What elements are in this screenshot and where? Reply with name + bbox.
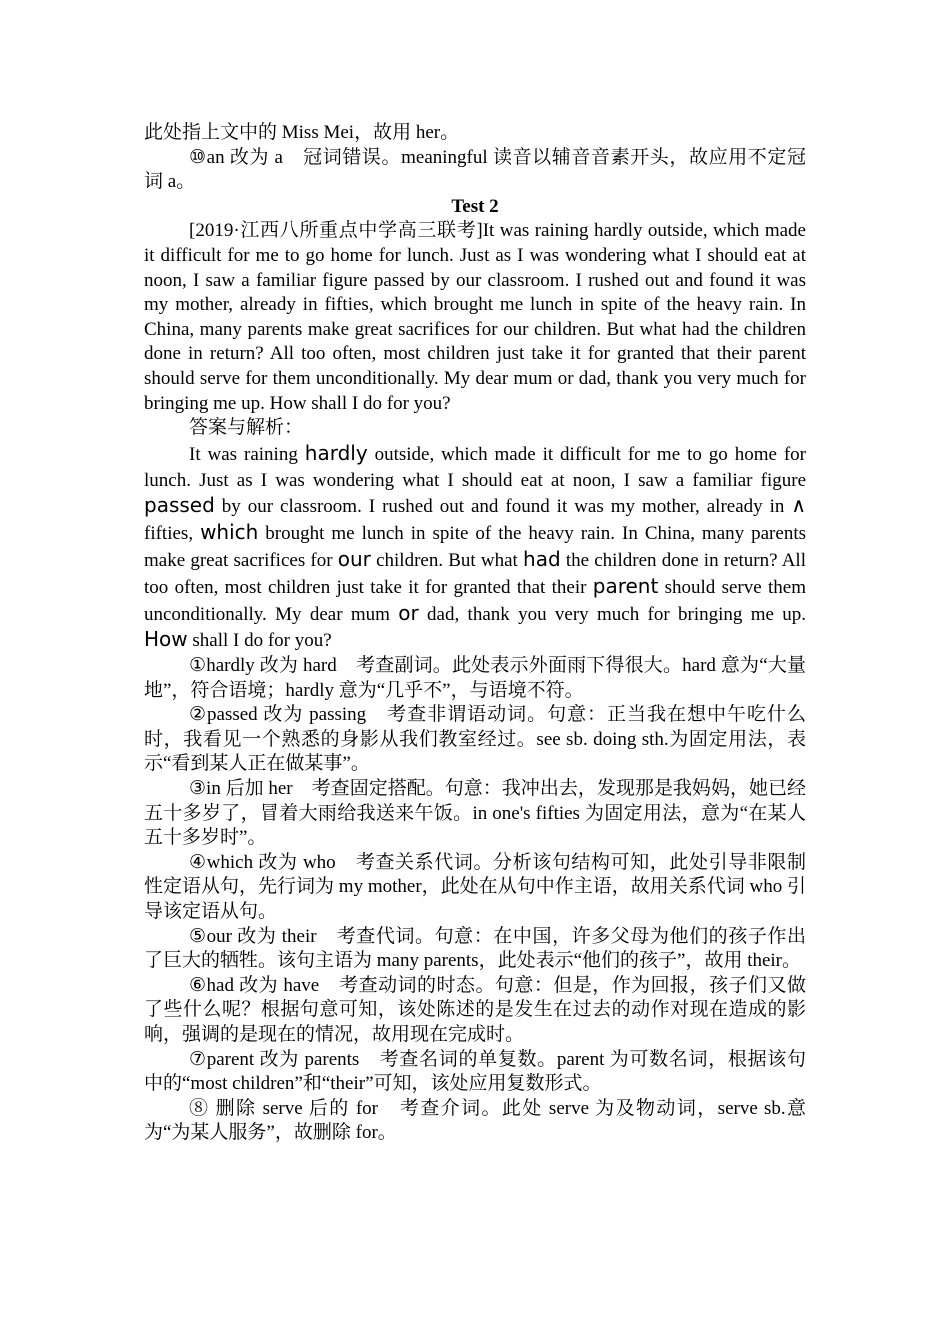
text-segment: should serve them unconditionally. My dear mum [144,576,806,625]
explanation-8: ⑧ 删除 serve 后的 for 考查介词。此处 serve 为及物动词，serve sb.意为“为某人服务”，故删除 for。 [144,1097,806,1144]
text-segment: children. But what [370,549,524,571]
explanation-10: ⑩an 改为 a 冠词错误。meaningful 读音以辅音音素开头，故应用不定冠词 a。 [144,146,806,193]
text-segment: the children done in return? All too often, most children just take it for granted that their [144,549,806,598]
text-segment: fifties, [144,523,201,545]
correction-mark-5: our [337,546,371,571]
correction-mark-4: which [200,520,259,545]
answer-heading: 答案与解析： [189,417,304,439]
text-segment: brought me lunch in spite of the heavy rain. In China, many parents make great sacrifices for [144,523,806,571]
text-segment: by our classroom. I rushed out and found it was my mother, already in [214,496,792,518]
explanation-3: ③in 后加 her 考查固定搭配。句意：我冲出去，发现那是我妈妈，她已经五十多岁了，冒着大雨给我送来午饭。in one's fifties 为固定用法，意为“在某人五十多岁时”。 [144,778,806,849]
text-segment: outside, which made it difficult for me to go home for lunch. Just as I was wondering what I should eat at noon, I saw a familiar figure [144,443,806,491]
test-passage [144,219,806,416]
text-segment: It was raining [189,443,305,465]
corrected-passage [144,441,806,654]
previous-explanation-tail: 此处指上文中的 Miss Mei，故用 her。 [144,122,460,143]
correction-mark-3: ∧ [791,493,806,518]
explanation-1: ①hardly 改为 hard 考查副词。此处表示外面雨下得很大。hard 意为“大量地”，符合语境；hardly 意为“几乎不”，与语境不符。 [144,655,806,701]
passage-text: It was raining hardly outside, which made it difficult for me to go home for lunch. Just as I was wondering what I should eat at noon, I saw a familiar figure passed by our classroom. I rushed out and found it was my mother, already in fifties, which brought me lunch in spite of the heavy rain. In China, many parents make great sacrifices for our children. But what had the children done in return? All too often, most children just take it for granted that their parent should serve for them unconditionally. My dear mum or dad, thank you very much for bringing me up. How shall I do for you? [144,220,806,414]
correction-mark-8: or [398,600,419,625]
text-segment: dad, thank you very much for bringing me up. [418,603,807,625]
correction-mark-6: had [523,546,561,571]
explanation-5: ⑤our 改为 their 考查代词。句意：在中国，许多父母为他们的孩子作出了巨大的牺牲。该句主语为 many parents，此处表示“他们的孩子”，故用 their。 [144,925,806,972]
explanation-6: ⑥had 改为 have 考查动词的时态。句意：但是，作为回报，孩子们又做了些什么呢？根据句意可知，该处陈述的是发生在过去的动作对现在造成的影响，强调的是现在的情况，故用现在完成时。 [144,974,806,1045]
correction-mark-9: How [144,627,188,652]
explanation-2: ②passed 改为 passing 考查非谓语动词。句意：正当我在想中午吃什么时，我看见一个熟悉的身影从我们教室经过。see sb. doing sth.为固定用法，表示“看到某人正在做某事”。 [144,704,806,775]
correction-mark-1: hardly [304,440,368,465]
test-title: Test 2 [451,195,499,217]
correction-mark-7: parent [592,573,659,598]
document-page [144,121,806,1146]
explanation-4: ④which 改为 who 考查关系代词。分析该句结构可知，此处引导非限制性定语从句，先行词为 my mother，此处在从句中作主语，故用关系代词 who 引导该定语从句。 [144,851,806,923]
explanation-7: ⑦parent 改为 parents 考查名词的单复数。parent 为可数名词，根据该句中的“most children”和“their”可知，该处应用复数形式。 [144,1048,806,1095]
corrected-passage-block [144,441,806,654]
test-source: [2019·江西八所重点中学高三联考] [189,220,483,242]
text-segment: shall I do for you? [187,630,332,652]
correction-mark-2: passed [144,493,215,518]
